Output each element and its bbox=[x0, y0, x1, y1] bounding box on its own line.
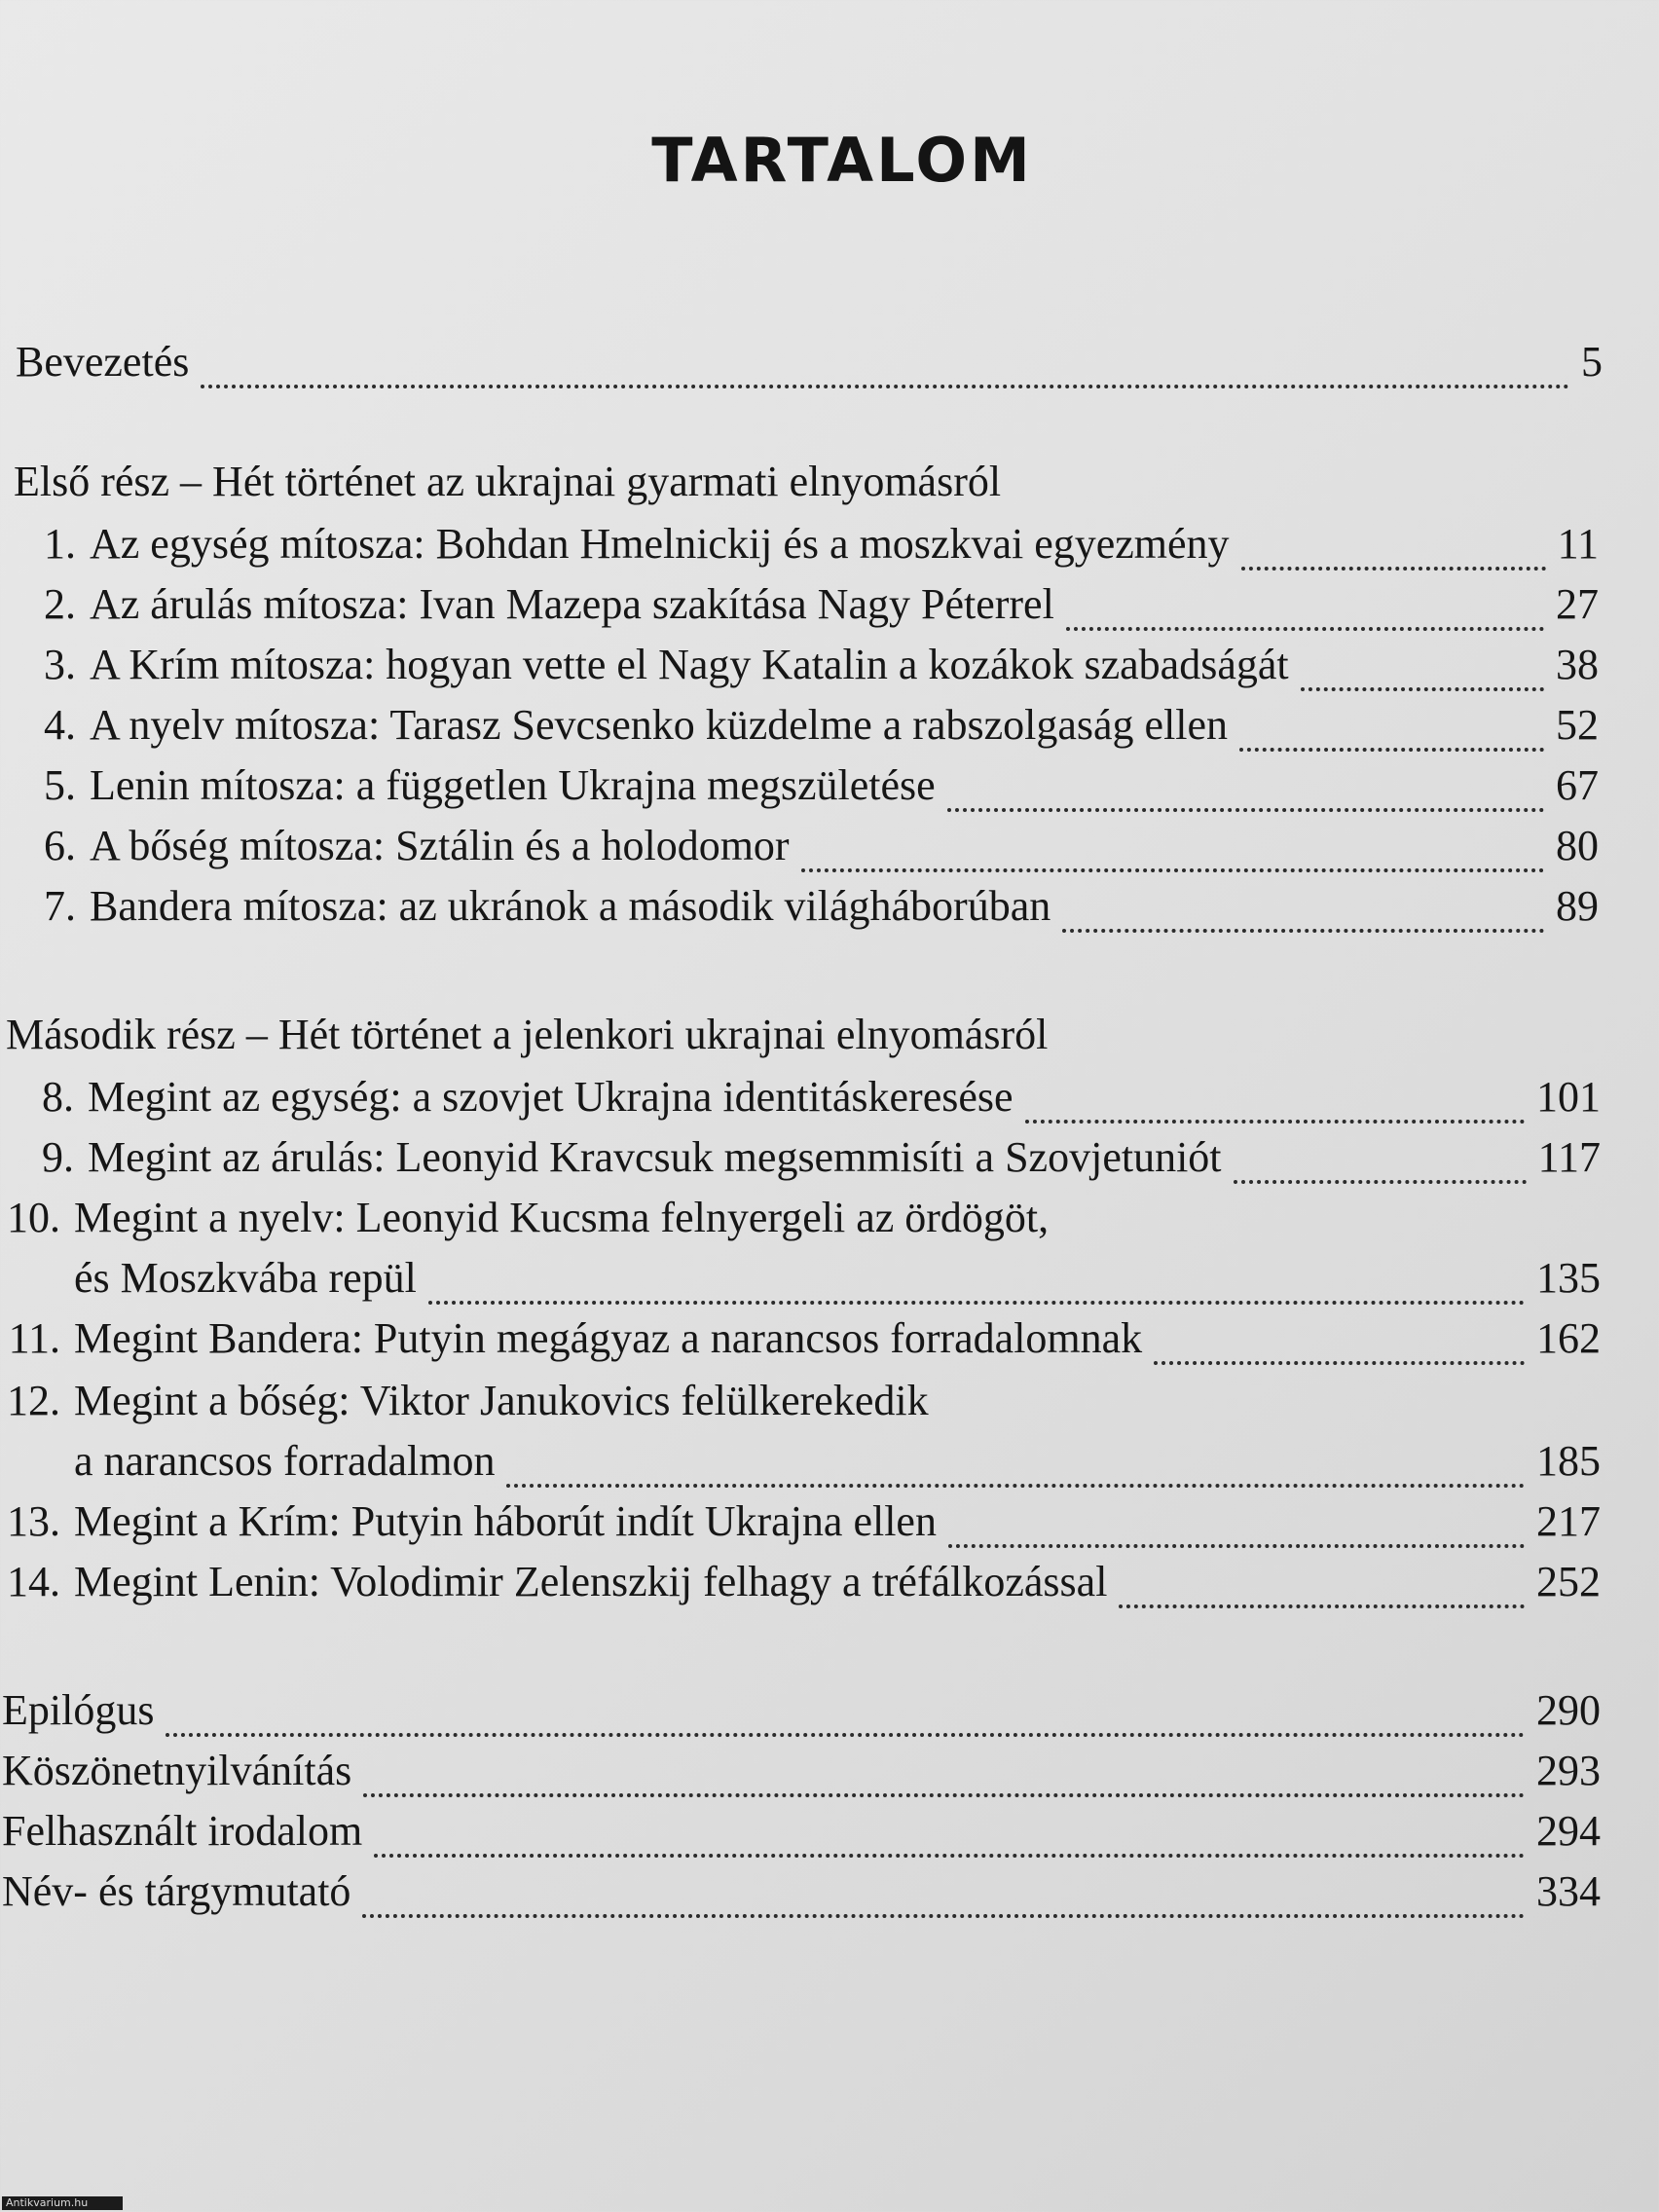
toc-entry-11[interactable] bbox=[4, 1312, 1601, 1365]
toc-entry-14[interactable] bbox=[4, 1556, 1601, 1608]
toc-entry-5[interactable] bbox=[29, 759, 1599, 812]
toc-entry-number: 10. bbox=[7, 1194, 60, 1241]
toc-page-number: 80 bbox=[1556, 822, 1599, 869]
toc-entry-label: Felhasznált irodalom bbox=[2, 1807, 363, 1855]
toc-entry-label: Lenin mítosza: a független Ukrajna megszületése bbox=[90, 761, 936, 809]
toc-entry-label: Az árulás mítosza: Ivan Mazepa szakítása Nagy Péterrel bbox=[90, 580, 1054, 628]
toc-entry-label: A bőség mítosza: Sztálin és a holodomor bbox=[90, 822, 790, 869]
toc-page-number: 101 bbox=[1536, 1073, 1601, 1121]
toc-entry-number: 11. bbox=[8, 1314, 60, 1362]
toc-entry-3[interactable] bbox=[29, 639, 1599, 691]
watermark: Antikvarium.hu bbox=[2, 2196, 123, 2210]
toc-entry-8[interactable] bbox=[18, 1071, 1601, 1124]
toc-entry-label: Megint Lenin: Volodimir Zelenszkij felhagy a tréfálkozással bbox=[74, 1558, 1108, 1605]
dot-leader bbox=[947, 779, 1544, 812]
toc-entry-4[interactable] bbox=[29, 699, 1599, 752]
toc-entry-6[interactable] bbox=[29, 820, 1599, 872]
toc-entry-number: 3. bbox=[44, 641, 76, 688]
toc-page-number: 290 bbox=[1536, 1686, 1601, 1734]
toc-entry-label: A Krím mítosza: hogyan vette el Nagy Katalin a kozákok szabadságát bbox=[90, 641, 1289, 688]
toc-page-number: 334 bbox=[1536, 1867, 1601, 1915]
toc-entry-label: Epilógus bbox=[2, 1686, 155, 1734]
toc-page-number: 38 bbox=[1556, 641, 1599, 688]
page-title: TARTALOM bbox=[651, 125, 1033, 196]
toc-entry-label: Bandera mítosza: az ukránok a második világháborúban bbox=[90, 882, 1051, 930]
dot-leader bbox=[801, 839, 1544, 872]
toc-page-number: 52 bbox=[1556, 701, 1599, 749]
dot-leader bbox=[1025, 1090, 1525, 1124]
toc-entry-12-first-line bbox=[4, 1375, 929, 1427]
toc-entry-label: Megint az egység: a szovjet Ukrajna identitáskeresése bbox=[88, 1073, 1014, 1121]
dot-leader bbox=[374, 1825, 1525, 1858]
toc-entry-index[interactable] bbox=[2, 1865, 1601, 1918]
dot-leader bbox=[363, 1764, 1525, 1797]
toc-entry-label: Megint a Krím: Putyin háborút indít Ukrajna ellen bbox=[74, 1497, 937, 1545]
toc-page-number: 11 bbox=[1557, 520, 1599, 568]
toc-entry-intro[interactable] bbox=[16, 336, 1603, 388]
toc-entry-label: Név- és tárgymutató bbox=[2, 1867, 351, 1915]
toc-entry-label: Az egység mítosza: Bohdan Hmelnickij és a moszkvai egyezmény bbox=[90, 520, 1230, 568]
dot-leader bbox=[1154, 1332, 1525, 1365]
toc-entry-2[interactable] bbox=[29, 578, 1599, 631]
toc-entry-label: Bevezetés bbox=[16, 338, 190, 386]
dot-leader bbox=[1239, 719, 1544, 752]
toc-entry-7[interactable] bbox=[29, 880, 1599, 933]
toc-entry-label: A nyelv mítosza: Tarasz Sevcsenko küzdelme a rabszolgaság ellen bbox=[90, 701, 1229, 749]
toc-entry-10[interactable] bbox=[74, 1252, 1601, 1305]
toc-entry-1[interactable] bbox=[29, 518, 1599, 571]
toc-entry-number: 1. bbox=[44, 520, 76, 568]
dot-leader bbox=[1241, 537, 1546, 571]
toc-entry-number: 6. bbox=[44, 822, 76, 869]
toc-page-number: 293 bbox=[1536, 1747, 1601, 1794]
toc-page-number: 252 bbox=[1536, 1558, 1601, 1605]
toc-page-number: 162 bbox=[1536, 1314, 1601, 1362]
dot-leader bbox=[428, 1272, 1525, 1305]
toc-entry-acknowledgements[interactable] bbox=[2, 1745, 1601, 1797]
toc-entry-number: 5. bbox=[44, 761, 76, 809]
dot-leader bbox=[201, 355, 1569, 388]
toc-entry-10-first-line bbox=[4, 1192, 1049, 1244]
dot-leader bbox=[1301, 658, 1544, 691]
toc-entry-label-line1: Megint a nyelv: Leonyid Kucsma felnyergeli az ördögöt, bbox=[74, 1194, 1050, 1241]
toc-entry-13[interactable] bbox=[4, 1495, 1601, 1548]
toc-page-number: 135 bbox=[1536, 1254, 1601, 1302]
toc-entry-number: 4. bbox=[44, 701, 76, 749]
toc-entry-number: 2. bbox=[44, 580, 76, 628]
toc-entry-label-line1: Megint a bőség: Viktor Janukovics felülkerekedik bbox=[74, 1377, 929, 1424]
toc-entry-label: és Moszkvába repül bbox=[74, 1254, 417, 1302]
toc-page-number: 117 bbox=[1537, 1133, 1601, 1181]
dot-leader bbox=[1119, 1575, 1525, 1608]
toc-page-number: 217 bbox=[1536, 1497, 1601, 1545]
dot-leader bbox=[362, 1885, 1525, 1918]
toc-entry-12[interactable] bbox=[74, 1435, 1601, 1488]
dot-leader bbox=[506, 1455, 1525, 1488]
dot-leader bbox=[948, 1515, 1525, 1548]
toc-page-number: 27 bbox=[1556, 580, 1599, 628]
toc-page-number: 5 bbox=[1581, 338, 1603, 386]
part-heading-1: Első rész – Hét történet az ukrajnai gyarmati elnyomásról bbox=[14, 458, 1002, 505]
part-heading-2: Második rész – Hét történet a jelenkori ukrajnai elnyomásról bbox=[6, 1011, 1049, 1058]
toc-entry-number: 12. bbox=[7, 1377, 60, 1424]
toc-entry-number: 9. bbox=[42, 1133, 74, 1181]
toc-entry-number: 14. bbox=[7, 1558, 60, 1605]
toc-entry-epilogue[interactable] bbox=[2, 1684, 1601, 1737]
toc-entry-label: Megint az árulás: Leonyid Kravcsuk megsemmisíti a Szovjetuniót bbox=[88, 1133, 1222, 1181]
toc-page-number: 294 bbox=[1536, 1807, 1601, 1855]
dot-leader bbox=[1234, 1151, 1527, 1184]
toc-page-number: 67 bbox=[1556, 761, 1599, 809]
dot-leader bbox=[1066, 598, 1544, 631]
toc-page-number: 89 bbox=[1556, 882, 1599, 930]
toc-entry-label: Köszönetnyilvánítás bbox=[2, 1747, 352, 1794]
dot-leader bbox=[166, 1704, 1525, 1737]
toc-entry-bibliography[interactable] bbox=[2, 1805, 1601, 1858]
toc-page-number: 185 bbox=[1536, 1437, 1601, 1485]
toc-entry-label: Megint Bandera: Putyin megágyaz a narancsos forradalomnak bbox=[74, 1314, 1143, 1362]
dot-leader bbox=[1062, 900, 1544, 933]
toc-entry-9[interactable] bbox=[18, 1131, 1601, 1184]
toc-entry-number: 13. bbox=[7, 1497, 60, 1545]
toc-entry-number: 8. bbox=[42, 1073, 74, 1121]
toc-entry-label: a narancsos forradalmon bbox=[74, 1437, 496, 1485]
toc-entry-number: 7. bbox=[44, 882, 76, 930]
